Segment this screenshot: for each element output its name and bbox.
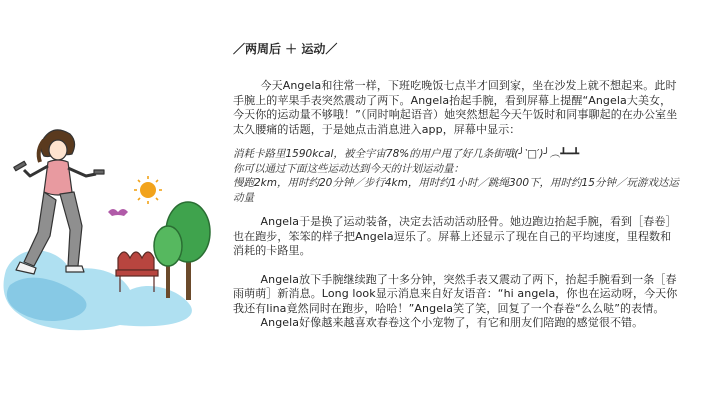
story-paragraph-1: 今天Angela和往常一样，下班吃晚饭七点半才回到家，坐在沙发上就不想起来。此时手腕上的苹果手表突然震动了两下。Angela抬起手腕，看到屏幕上提醒“Angela大美女，今天你的运动量不够哦！”（同时响起语音）她突然想起今天午饭时和同事聊起的在办公室坐太久腰痛的话题，于是她点击消息进入app，屏幕中显示： [233, 79, 678, 136]
story-paragraph-3: Angela放下手腕继续跑了十多分钟，突然手表又震动了两下，抬起手腕看到一条［春雨萌萌］新消息。Long look显示消息来自好友语音：“hi angela，你也在运动呀，今天你我还有lina竟然同时在跑步，哈哈！”Angela笑了笑，回复了一个春卷“么么哒”的表情。 [233, 272, 678, 315]
story-paragraph-4: Angela好像越来越喜欢春卷这个小宠物了，有它和朋友们陪跑的感觉很不错。 [260, 316, 644, 329]
illustration-svg [0, 120, 230, 340]
running-girl-park-illustration [0, 120, 230, 340]
story-content [233, 40, 681, 331]
app-notice-activities: 慢跑2km，用时约20分钟／步行4km，用时约1小时／跳绳300下，用时约15分钟／玩游戏达运动量 [233, 177, 679, 204]
sun-icon [134, 176, 162, 204]
app-notice-calories: 消耗卡路里1590kcal，被全宇宙78%的用户甩了好几条街哦(╯‵□′)╯︵┻━┻ [233, 148, 580, 160]
app-notice-suggestion: 你可以通过下面这些运动达到今天的计划运动量： [233, 162, 464, 175]
section-heading: ／两周后 ＋ 运动／ [233, 42, 338, 56]
story-paragraph-2: Angela于是换了运动装备，决定去活动活动胫骨。她边跑边抬起手腕，看到［春卷］也在跑步，笨笨的样子把Angela逗乐了。屏幕上还显示了现在自己的平均速度，里程数和消耗的卡路里。 [233, 215, 677, 257]
bird-icon [108, 209, 128, 216]
tree-icon [154, 202, 210, 300]
